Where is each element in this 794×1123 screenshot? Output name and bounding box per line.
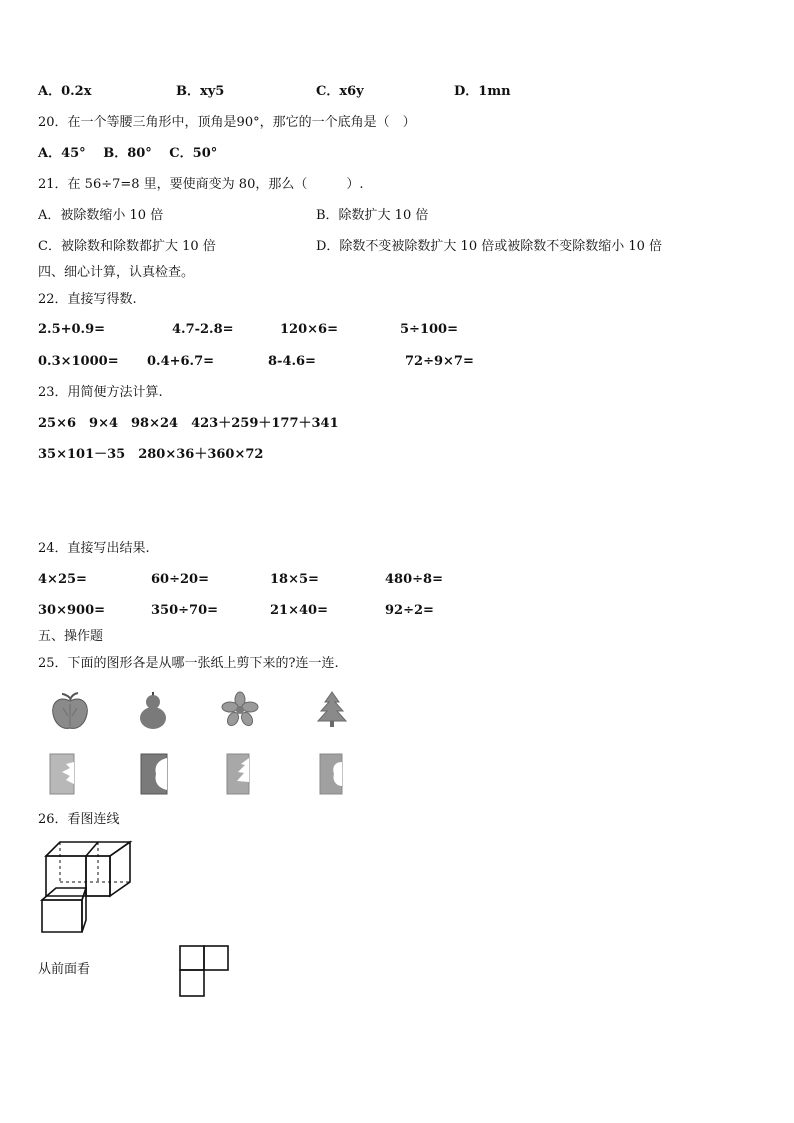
q19-option-a: A．0.2x [38,84,92,99]
q21-option-a: A．被除数缩小 10 倍 [38,208,164,223]
q22-item: 2.5+0.9= [38,322,106,337]
front-view-label: 从前面看 [38,962,91,977]
section-4-title: 四、细心计算，认真检查。 [38,265,195,280]
cut-paper-flower-icon[interactable] [48,752,78,796]
q21-option-c: C．被除数和除数都扩大 10 倍 [38,239,216,254]
q22-item: 72÷9×7= [405,354,474,369]
q19-option-c: C．x6y [316,84,364,99]
q21-stem: 21．在 56÷7=8 里，要使商变为 80，那么（ ）. [38,177,364,192]
q24-item: 60÷20= [151,572,209,587]
q24-item: 21×40= [270,603,328,618]
q20-stem: 20．在一个等腰三角形中，顶角是90°，那它的一个底角是（ ） [38,115,416,130]
flower-icon[interactable] [220,692,260,728]
gourd-icon[interactable] [135,690,171,730]
q21-option-d: D．除数不变被除数扩大 10 倍或被除数不变除数缩小 10 倍 [316,239,663,254]
front-view-option[interactable] [178,944,230,1000]
section-5-title: 五、操作题 [38,629,104,644]
q23-stem: 23．用简便方法计算. [38,385,163,400]
cube-stack-figure [40,838,132,934]
q26-stem: 26．看图连线 [38,812,120,827]
q25-stem: 25．下面的图形各是从哪一张纸上剪下来的?连一连. [38,656,339,671]
q24-item: 350÷70= [151,603,219,618]
q24-item: 4×25= [38,572,87,587]
q23-row-2: 35×101－35 280×36＋360×72 [38,447,264,462]
cut-paper-tree-icon[interactable] [225,752,253,796]
q19-option-b: B．xy5 [176,84,225,99]
cut-paper-apple-icon[interactable] [318,752,346,796]
q19-option-d: D．1mn [454,84,511,99]
q22-item: 5÷100= [400,322,458,337]
q22-item: 120×6= [280,322,338,337]
cut-paper-gourd-icon[interactable] [138,752,170,796]
q21-option-b: B．除数扩大 10 倍 [316,208,429,223]
q20-options: A．45° B．80° C．50° [38,146,218,161]
q24-item: 92÷2= [385,603,434,618]
q24-item: 30×900= [38,603,106,618]
q22-stem: 22．直接写得数. [38,292,137,307]
q23-row-1: 25×6 9×4 98×24 423＋259＋177＋341 [38,416,339,431]
q24-item: 480÷8= [385,572,443,587]
tree-icon[interactable] [315,690,349,730]
q24-item: 18×5= [270,572,319,587]
apple-icon[interactable] [50,692,90,732]
q22-item: 0.3×1000= [38,354,119,369]
q22-item: 8-4.6= [268,354,316,369]
q22-item: 0.4+6.7= [147,354,215,369]
q24-stem: 24．直接写出结果. [38,541,150,556]
q22-item: 4.7-2.8= [172,322,234,337]
